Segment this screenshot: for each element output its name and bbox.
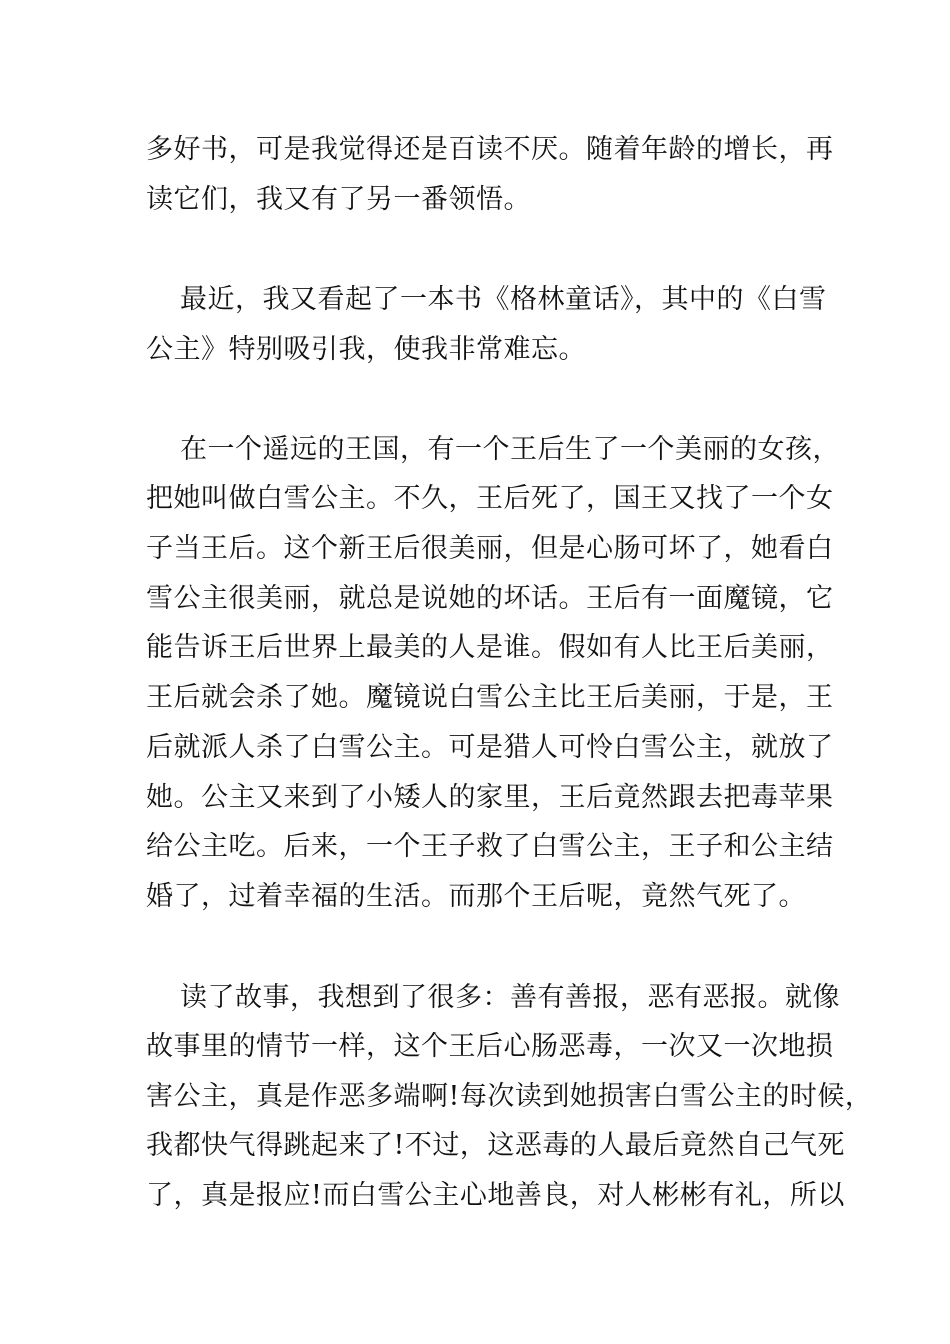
paragraph-3-line-1: 在一个遥远的王国，有一个王后生了一个美丽的女孩， — [180, 434, 840, 465]
paragraph-4-line-1: 读了故事，我想到了很多：善有善报，恶有恶报。就像 — [180, 982, 840, 1013]
paragraph-3-line-3: 子当王后。这个新王后很美丽，但是心肠可坏了，她看白 — [146, 533, 834, 564]
paragraph-3-line-9: 给公主吃。后来，一个王子救了白雪公主，王子和公主结 — [146, 831, 834, 862]
paragraph-3-line-8: 她。公主又来到了小矮人的家里，王后竟然跟去把毒苹果 — [146, 782, 834, 813]
paragraph-3-line-10: 婚了，过着幸福的生活。而那个王后呢，竟然气死了。 — [146, 881, 806, 912]
paragraph-4-line-4: 我都快气得跳起来了!不过，这恶毒的人最后竟然自己气死 — [146, 1130, 845, 1161]
paragraph-3-line-7: 后就派人杀了白雪公主。可是猎人可怜白雪公主，就放了 — [146, 732, 834, 763]
paragraph-3-line-2: 把她叫做白雪公主。不久，王后死了，国王又找了一个女 — [146, 483, 834, 514]
paragraph-1-line-2: 读它们，我又有了另一番领悟。 — [146, 184, 531, 215]
paragraph-1-line-1: 多好书，可是我觉得还是百读不厌。随着年龄的增长，再 — [146, 134, 834, 165]
paragraph-4-line-3: 害公主，真是作恶多端啊!每次读到她损害白雪公主的时候， — [146, 1081, 873, 1112]
paragraph-2-line-1: 最近，我又看起了一本书《格林童话》，其中的《白雪 — [180, 284, 827, 315]
paragraph-3-line-5: 能告诉王后世界上最美的人是谁。假如有人比王后美丽， — [146, 632, 834, 663]
paragraph-2-line-2: 公主》特别吸引我，使我非常难忘。 — [146, 334, 586, 365]
paragraph-3-line-6: 王后就会杀了她。魔镜说白雪公主比王后美丽，于是，王 — [146, 682, 834, 713]
paragraph-4-line-5: 了，真是报应!而白雪公主心地善良，对人彬彬有礼，所以 — [146, 1180, 845, 1211]
paragraph-4-line-2: 故事里的情节一样，这个王后心肠恶毒，一次又一次地损 — [146, 1031, 834, 1062]
paragraph-3-line-4: 雪公主很美丽，就总是说她的坏话。王后有一面魔镜，它 — [146, 583, 834, 614]
